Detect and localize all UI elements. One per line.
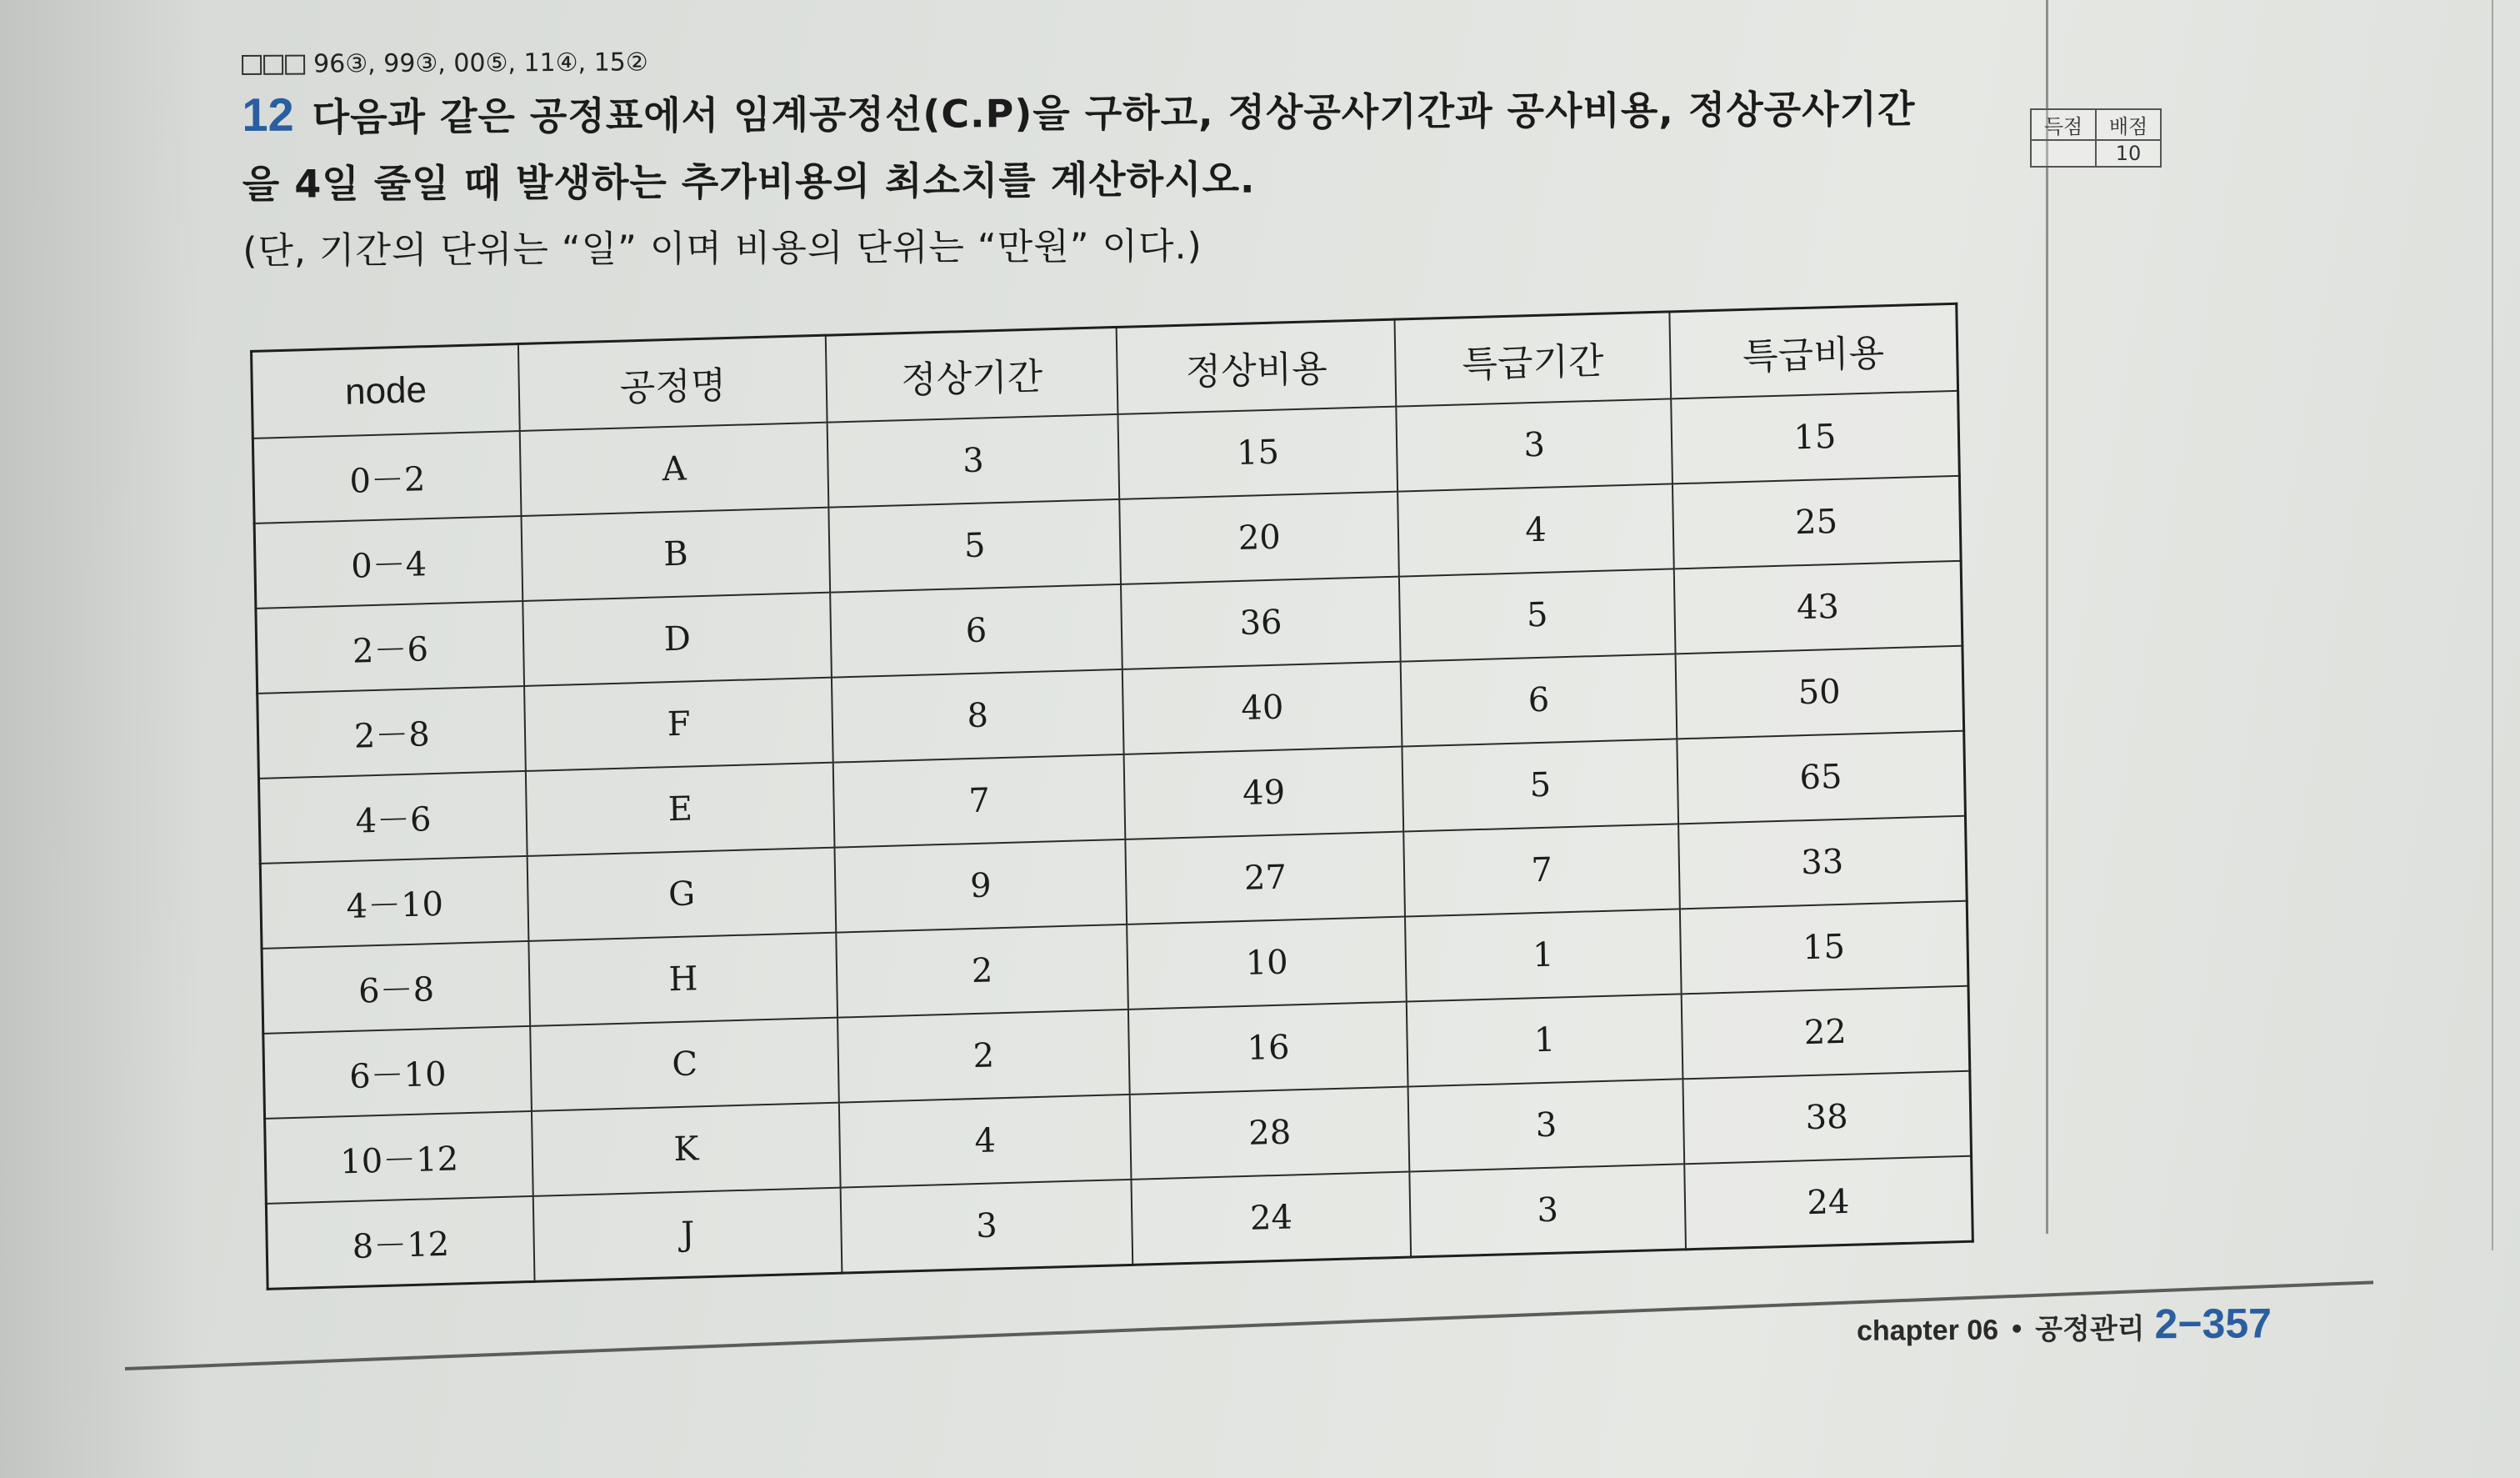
cell-activity: H: [529, 933, 838, 1026]
cell-node: 4－10: [260, 856, 529, 949]
header-crash-cost: 특급비용: [1669, 303, 1958, 398]
cell-activity: F: [524, 678, 832, 771]
cell-node: 2－6: [256, 601, 525, 694]
score-earned-value[interactable]: [2031, 140, 2096, 167]
page-number: 2−357: [2154, 1300, 2272, 1348]
margin-rule-outer: [2492, 0, 2493, 1250]
cell-normal-duration: 3: [841, 1180, 1133, 1273]
cell-activity: C: [531, 1018, 839, 1111]
footer-chapter: chapter 06: [1856, 1314, 1999, 1347]
cell-activity: K: [532, 1103, 840, 1196]
cell-crash-duration: 5: [1402, 739, 1678, 831]
score-total-label: 배점: [2096, 109, 2161, 140]
cell-crash-duration: 3: [1408, 1079, 1684, 1171]
cell-normal-duration: 7: [833, 754, 1126, 848]
cell-normal-duration: 4: [839, 1095, 1132, 1188]
cell-crash-cost: 33: [1678, 816, 1967, 909]
schedule-table-wrap: [250, 303, 1974, 1290]
cell-node: 8－12: [266, 1196, 535, 1289]
cell-crash-cost: 50: [1675, 646, 1963, 739]
question-number: 12: [242, 88, 294, 141]
cell-node: 6－8: [262, 941, 531, 1034]
cell-normal-duration: 9: [835, 839, 1128, 933]
header-activity: 공정명: [518, 335, 827, 431]
cell-crash-duration: 3: [1410, 1164, 1686, 1257]
cell-node: 0－4: [254, 516, 523, 609]
cell-normal-duration: 2: [836, 924, 1128, 1018]
score-box: [2030, 108, 2162, 168]
score-total-value: 10: [2096, 140, 2161, 167]
cell-node: 10－12: [265, 1111, 534, 1204]
cell-activity: D: [523, 593, 832, 686]
cell-crash-duration: 1: [1407, 994, 1682, 1086]
header-normal-cost: 정상비용: [1117, 319, 1397, 414]
cell-normal-cost: 40: [1122, 662, 1402, 754]
checkbox-3[interactable]: [285, 54, 305, 74]
page-shadow: [0, 0, 200, 1478]
header-normal-duration: 정상기간: [826, 327, 1118, 422]
cell-node: 4－6: [258, 771, 528, 864]
exam-references: [242, 40, 2075, 79]
cell-node: 0－2: [252, 431, 522, 524]
cell-crash-duration: 1: [1405, 909, 1681, 1001]
cell-normal-cost: 28: [1130, 1087, 1410, 1180]
cell-normal-duration: 3: [828, 414, 1120, 508]
cell-crash-duration: 6: [1401, 654, 1677, 746]
cell-normal-cost: 49: [1124, 747, 1404, 839]
cell-crash-duration: 4: [1398, 483, 1674, 576]
cell-crash-duration: 7: [1404, 824, 1680, 916]
cell-crash-cost: 25: [1672, 476, 1961, 569]
cell-crash-cost: 15: [1671, 391, 1959, 484]
question-note: (단, 기간의 단위는 “일” 이며 비용의 단위는 “만원” 이다.): [242, 224, 1202, 273]
cell-activity: B: [522, 508, 830, 601]
cell-activity: E: [526, 763, 834, 856]
cell-crash-cost: 24: [1684, 1156, 1972, 1250]
cell-normal-cost: 36: [1121, 577, 1401, 669]
cell-activity: G: [528, 848, 836, 941]
cell-normal-duration: 2: [838, 1010, 1130, 1103]
cell-node: 2－8: [258, 686, 527, 779]
cell-activity: A: [520, 423, 828, 516]
cell-crash-cost: 43: [1673, 561, 1962, 654]
checkbox-1[interactable]: [242, 54, 262, 74]
cell-activity: J: [533, 1188, 842, 1282]
cell-crash-duration: 5: [1399, 569, 1675, 661]
cell-crash-cost: 15: [1680, 901, 1968, 995]
cell-crash-duration: 3: [1397, 398, 1672, 491]
schedule-table: [250, 303, 1974, 1290]
cell-normal-cost: 20: [1119, 492, 1399, 584]
exam-years: 96③, 99③, 00⑤, 11④, 15②: [312, 48, 648, 79]
check-boxes: [242, 54, 305, 74]
cell-crash-cost: 65: [1677, 731, 1965, 824]
cell-normal-cost: 27: [1125, 832, 1405, 924]
cell-normal-duration: 6: [830, 584, 1122, 678]
header-crash-duration: 특급기간: [1395, 312, 1671, 407]
question-text-1: 다음과 같은 공정표에서 임계공정선(C.P)을 구하고, 정상공사기간과 공사비용, 정상공사기간: [312, 86, 1916, 140]
question-line-1: [242, 78, 2075, 143]
checkbox-2[interactable]: [263, 54, 283, 74]
cell-normal-cost: 10: [1127, 917, 1407, 1010]
header-node: node: [252, 343, 521, 438]
cell-node: 6－10: [263, 1026, 532, 1119]
question-text-2: 을 4일 줄일 때 발생하는 추가비용의 최소치를 계산하시오.: [242, 156, 1256, 207]
page-footer: [1857, 1299, 2272, 1350]
question-block: [242, 40, 2076, 274]
cell-normal-cost: 16: [1128, 1002, 1408, 1095]
score-earned-label: 득점: [2031, 109, 2096, 140]
footer-section: 공정관리: [2035, 1312, 2145, 1347]
cell-normal-duration: 5: [828, 499, 1121, 593]
cell-crash-cost: 38: [1682, 1071, 1971, 1165]
cell-normal-duration: 8: [832, 669, 1124, 763]
cell-crash-cost: 22: [1681, 986, 1969, 1080]
footer-separator: •: [2008, 1313, 2026, 1347]
cell-normal-cost: 15: [1118, 407, 1398, 499]
cell-normal-cost: 24: [1132, 1172, 1412, 1265]
